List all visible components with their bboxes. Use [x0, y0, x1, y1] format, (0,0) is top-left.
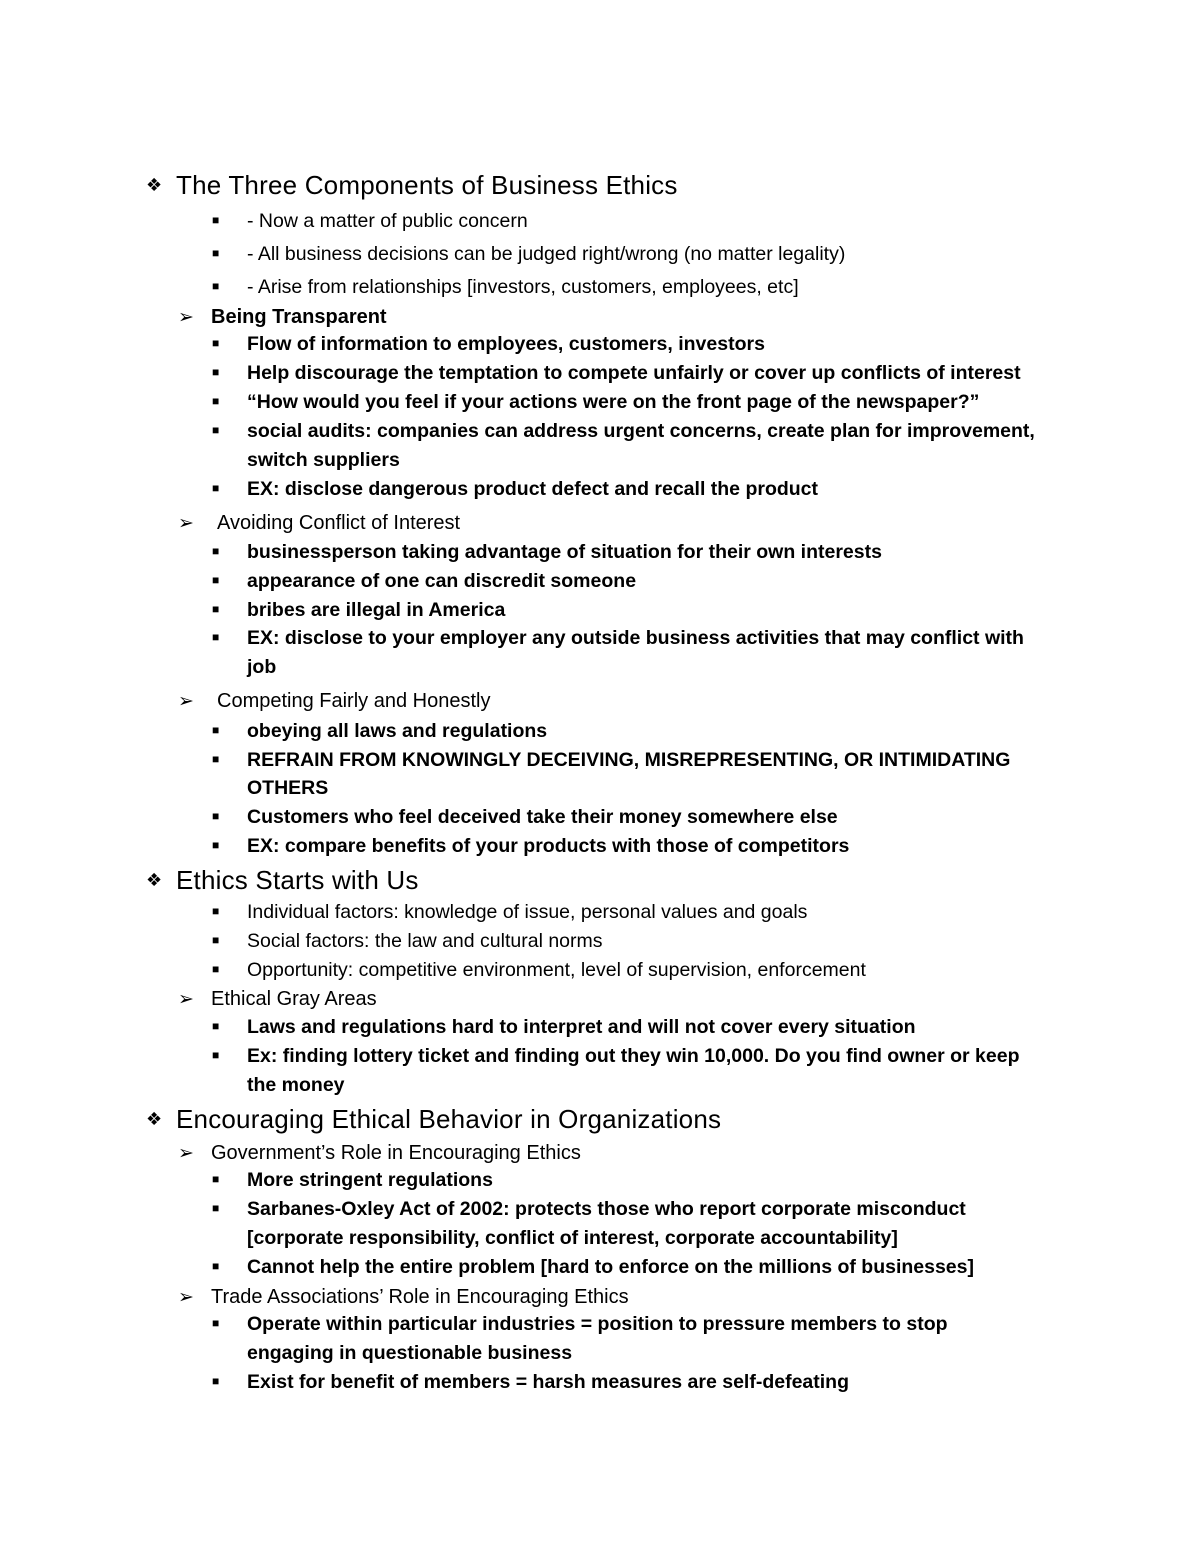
section-heading: ❖ Encouraging Ethical Behavior in Organizations [146, 1104, 722, 1134]
list-item: ■ Opportunity: competitive environment, level of supervision, enforcement [212, 959, 866, 981]
square-bullet-icon: ■ [212, 1172, 220, 1186]
diamond-bullet-icon: ❖ [146, 1109, 163, 1129]
list-item: ■ EX: disclose dangerous product defect and recall the product [212, 478, 819, 500]
square-bullet-icon: ■ [212, 573, 220, 587]
list-item: ■ - All business decisions can be judged right/wrong (no matter legality) [212, 243, 846, 265]
list-item: ■ bribes are illegal in America [212, 599, 506, 621]
subsection-heading: ➢ Ethical Gray Areas [178, 988, 377, 1010]
list-item: ■ “How would you feel if your actions were on the front page of the newspaper?” [212, 391, 980, 413]
subsection-heading: ➢ Competing Fairly and Honestly [178, 690, 491, 712]
square-bullet-icon: ■ [212, 1374, 220, 1388]
subsection-heading: ➢ Government’s Role in Encouraging Ethics [178, 1142, 581, 1164]
subsection-heading: ➢ Avoiding Conflict of Interest [178, 512, 461, 534]
arrowhead-bullet-icon: ➢ [178, 1143, 194, 1164]
square-bullet-icon: ■ [212, 1019, 220, 1033]
subsection-heading: ➢ Being Transparent [178, 306, 387, 328]
list-item: ■ Cannot help the entire problem [hard to enforce on the millions of businesses] [212, 1256, 974, 1278]
arrowhead-bullet-icon: ➢ [178, 989, 194, 1010]
list-item: ■ Ex: finding lottery ticket and finding out they win 10,000. Do you find owner or keep [212, 1045, 1020, 1067]
square-bullet-icon: ■ [212, 213, 220, 227]
list-item: ■ EX: compare benefits of your products with those of competitors [212, 835, 850, 857]
square-bullet-icon: ■ [212, 904, 220, 918]
square-bullet-icon: ■ [212, 1316, 220, 1330]
square-bullet-icon: ■ [212, 962, 220, 976]
list-item: ■ Exist for benefit of members = harsh measures are self-defeating [212, 1371, 849, 1393]
list-item-continuation: engaging in questionable business [247, 1342, 573, 1364]
list-item: ■ businessperson taking advantage of situation for their own interests [212, 541, 882, 563]
square-bullet-icon: ■ [212, 279, 220, 293]
diamond-bullet-icon: ❖ [146, 870, 163, 890]
list-item: ■ Social factors: the law and cultural norms [212, 930, 603, 952]
list-item-continuation: [corporate responsibility, conflict of interest, corporate accountability] [247, 1227, 898, 1249]
list-item: ■ Operate within particular industries = position to pressure members to stop [212, 1313, 948, 1335]
square-bullet-icon: ■ [212, 752, 220, 766]
square-bullet-icon: ■ [212, 630, 220, 644]
list-item: ■ EX: disclose to your employer any outside business activities that may conflict with [212, 627, 1024, 649]
list-item: ■ - Arise from relationships [investors, customers, employees, etc] [212, 276, 799, 298]
square-bullet-icon: ■ [212, 1201, 220, 1215]
square-bullet-icon: ■ [212, 481, 220, 495]
list-item: ■ REFRAIN FROM KNOWINGLY DECEIVING, MISREPRESENTING, OR INTIMIDATING [212, 749, 1011, 771]
square-bullet-icon: ■ [212, 723, 220, 737]
diamond-bullet-icon: ❖ [146, 175, 163, 195]
list-item: ■ Sarbanes-Oxley Act of 2002: protects those who report corporate misconduct [212, 1198, 966, 1220]
square-bullet-icon: ■ [212, 838, 220, 852]
square-bullet-icon: ■ [212, 365, 220, 379]
list-item: ■ Help discourage the temptation to compete unfairly or cover up conflicts of interest [212, 362, 1021, 384]
subsection-heading: ➢ Trade Associations’ Role in Encouraging Ethics [178, 1286, 629, 1308]
list-item-continuation: the money [247, 1074, 345, 1096]
arrowhead-bullet-icon: ➢ [178, 691, 194, 712]
square-bullet-icon: ■ [212, 1048, 220, 1062]
list-item-continuation: job [247, 656, 277, 678]
square-bullet-icon: ■ [212, 246, 220, 260]
list-item-continuation: OTHERS [247, 777, 329, 799]
square-bullet-icon: ■ [212, 394, 220, 408]
section-heading: ❖ Ethics Starts with Us [146, 865, 419, 895]
list-item-continuation: switch suppliers [247, 449, 400, 471]
arrowhead-bullet-icon: ➢ [178, 1287, 194, 1308]
list-item: ■ obeying all laws and regulations [212, 720, 548, 742]
square-bullet-icon: ■ [212, 809, 220, 823]
section-heading: ❖ The Three Components of Business Ethics [146, 170, 678, 200]
list-item: ■ Flow of information to employees, customers, investors [212, 333, 765, 355]
square-bullet-icon: ■ [212, 1259, 220, 1273]
list-item: ■ social audits: companies can address urgent concerns, create plan for improvement, [212, 420, 1035, 442]
square-bullet-icon: ■ [212, 933, 220, 947]
list-item: ■ Individual factors: knowledge of issue, personal values and goals [212, 901, 808, 923]
arrowhead-bullet-icon: ➢ [178, 307, 194, 328]
square-bullet-icon: ■ [212, 544, 220, 558]
square-bullet-icon: ■ [212, 602, 220, 616]
square-bullet-icon: ■ [212, 423, 220, 437]
list-item: ■ More stringent regulations [212, 1169, 493, 1191]
list-item: ■ appearance of one can discredit someone [212, 570, 637, 592]
list-item: ■ Customers who feel deceived take their money somewhere else [212, 806, 838, 828]
list-item: ■ Laws and regulations hard to interpret and will not cover every situation [212, 1016, 916, 1038]
arrowhead-bullet-icon: ➢ [178, 513, 194, 534]
square-bullet-icon: ■ [212, 336, 220, 350]
list-item: ■ - Now a matter of public concern [212, 210, 528, 232]
